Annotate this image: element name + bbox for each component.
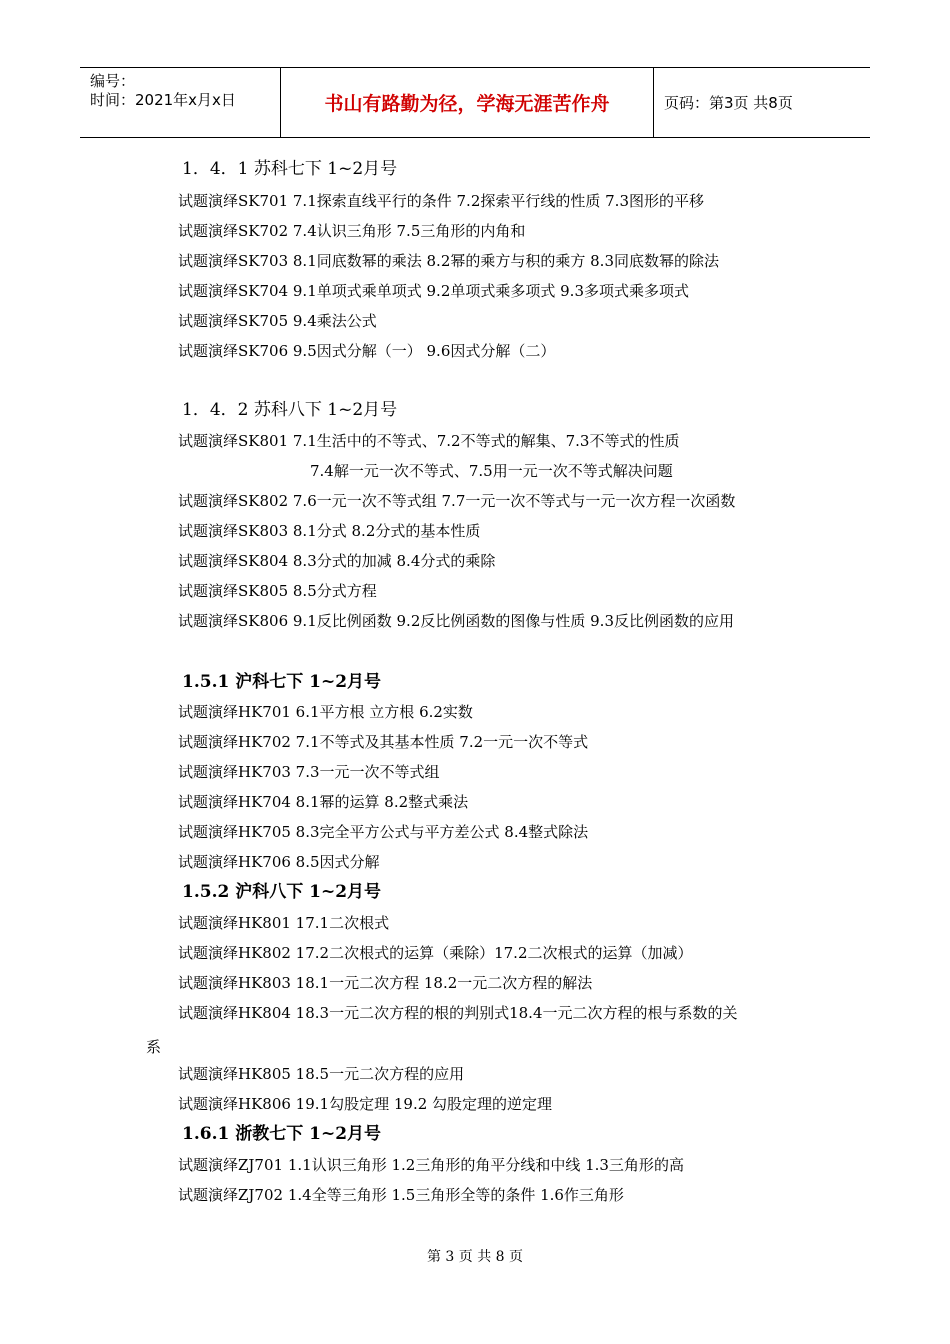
- list-item: 试题演绎HK705 8.3完全平方公式与平方差公式 8.4整式除法: [178, 823, 589, 841]
- list-item: 试题演绎ZJ701 1.1认识三角形 1.2三角形的角平分线和中线 1.3三角形的高: [178, 1156, 684, 1174]
- list-item-wrap: 系: [146, 1038, 162, 1056]
- list-item: 试题演绎HK804 18.3一元二次方程的根的判别式18.4一元二次方程的根与系数的关: [178, 1004, 738, 1022]
- list-item: 试题演绎HK704 8.1幂的运算 8.2整式乘法: [178, 793, 469, 811]
- list-item: 试题演绎SK802 7.6一元一次不等式组 7.7一元一次不等式与一元一次方程一次函数: [178, 492, 736, 510]
- list-item: 试题演绎HK805 18.5一元二次方程的应用: [178, 1065, 465, 1083]
- list-item: 试题演绎SK701 7.1探索直线平行的条件 7.2探索平行线的性质 7.3图形的平移: [178, 192, 704, 210]
- list-item: 试题演绎SK702 7.4认识三角形 7.5三角形的内角和: [178, 222, 526, 240]
- list-item: 试题演绎ZJ702 1.4全等三角形 1.5三角形全等的条件 1.6作三角形: [178, 1186, 624, 1204]
- list-item: 试题演绎HK706 8.5因式分解: [178, 853, 380, 871]
- list-item: 试题演绎HK703 7.3一元一次不等式组: [178, 763, 440, 781]
- list-item: 试题演绎SK704 9.1单项式乘单项式 9.2单项式乘多项式 9.3多项式乘多项式: [178, 282, 689, 300]
- header-motto-cell: [281, 68, 654, 137]
- page-footer: 第 3 页 共 8 页: [426, 1249, 524, 1265]
- list-item: 试题演绎SK804 8.3分式的加减 8.4分式的乘除: [178, 552, 496, 570]
- list-item: 试题演绎SK703 8.1同底数幂的乘法 8.2幂的乘方与积的乘方 8.3同底数幂的除法: [178, 252, 719, 270]
- list-item: 试题演绎HK702 7.1不等式及其基本性质 7.2一元一次不等式: [178, 733, 589, 751]
- motto-text: 书山有路勤为径，学海无涯苦作舟: [324, 93, 610, 115]
- list-item: 试题演绎HK701 6.1平方根 立方根 6.2实数: [178, 703, 473, 721]
- section-heading: 1.5.1 沪科七下 1~2月号: [182, 672, 382, 692]
- header-table: [80, 67, 870, 138]
- section-heading: 1．4．1 苏科七下 1~2月号: [182, 159, 398, 179]
- section-heading: 1.5.2 沪科八下 1~2月号: [182, 882, 382, 902]
- header-page-cell: [654, 68, 870, 137]
- section-heading: 1．4．2 苏科八下 1~2月号: [182, 400, 398, 420]
- date-label: 时间：2021年x月x日: [90, 91, 236, 109]
- list-item: 试题演绎HK803 18.1一元二次方程 18.2一元二次方程的解法: [178, 974, 593, 992]
- list-item: 7.4解一元一次不等式、7.5用一元一次不等式解决问题: [310, 462, 673, 480]
- list-item: 试题演绎HK802 17.2二次根式的运算（乘除）17.2二次根式的运算（加减）: [178, 944, 693, 962]
- number-label: 编号：: [90, 72, 136, 90]
- list-item: 试题演绎SK705 9.4乘法公式: [178, 312, 377, 330]
- list-item: 试题演绎SK706 9.5因式分解（一） 9.6因式分解（二）: [178, 342, 556, 360]
- header-info-cell: [80, 68, 281, 137]
- list-item: 试题演绎SK805 8.5分式方程: [178, 582, 377, 600]
- page-label: 页码：第3页 共8页: [664, 94, 793, 112]
- list-item: 试题演绎HK806 19.1勾股定理 19.2 勾股定理的逆定理: [178, 1095, 553, 1113]
- list-item: 试题演绎SK801 7.1生活中的不等式、7.2不等式的解集、7.3不等式的性质: [178, 432, 680, 450]
- list-item: 试题演绎SK803 8.1分式 8.2分式的基本性质: [178, 522, 481, 540]
- list-item: 试题演绎HK801 17.1二次根式: [178, 914, 390, 932]
- section-heading: 1.6.1 浙教七下 1~2月号: [182, 1124, 382, 1144]
- list-item: 试题演绎SK806 9.1反比例函数 9.2反比例函数的图像与性质 9.3反比例函数的应用: [178, 612, 734, 630]
